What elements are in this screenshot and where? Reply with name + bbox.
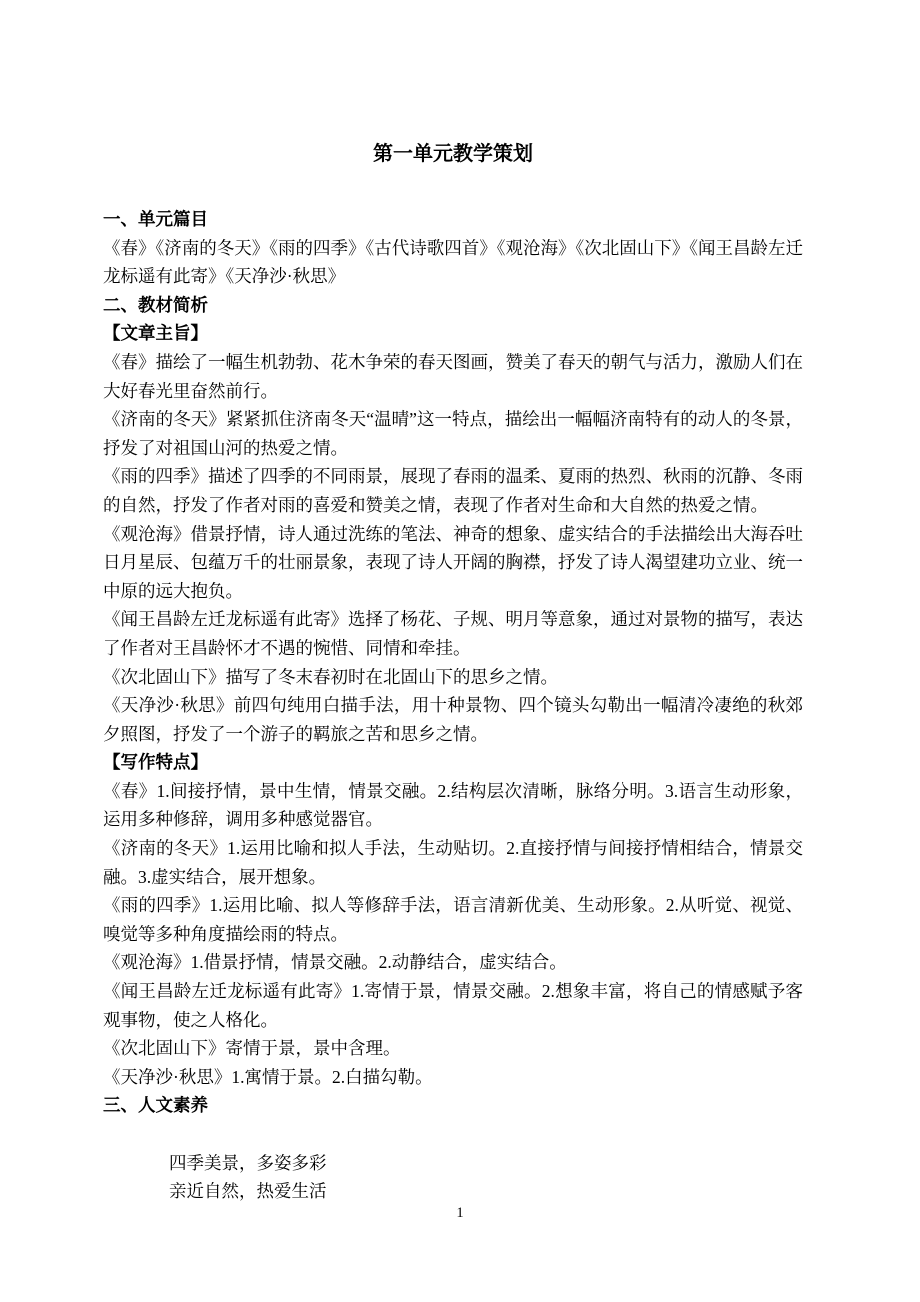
document-title: 第一单元教学策划 <box>373 143 533 165</box>
blank-line <box>103 1120 803 1149</box>
section-heading-textbook-analysis: 二、教材简析 <box>103 294 208 315</box>
humanistic-line-nature: 亲近自然，热爱生活 <box>169 1181 327 1202</box>
paragraph-theme-rain-four-seasons: 《雨的四季》描述了四季的不同雨景，展现了春雨的温柔、夏雨的热烈、秋雨的沉静、冬雨的自然，抒发了作者对雨的喜爱和赞美之情，表现了作者对生命和大自然的热爱之情。 <box>103 466 803 515</box>
paragraph-feature-guancanghai: 《观沧海》1.借景抒情，情景交融。2.动静结合，虚实结合。 <box>103 952 567 973</box>
paragraph-feature-tianjingsha: 《天净沙·秋思》1.寓情于景。2.白描勾勒。 <box>103 1066 433 1087</box>
paragraph-theme-cibeigushan: 《次北固山下》描写了冬末春初时在北固山下的思乡之情。 <box>103 666 558 687</box>
paragraph-feature-jinan-winter: 《济南的冬天》1.运用比喻和拟人手法，生动贴切。2.直接抒情与间接抒情相结合，情景交融。3.虚实结合，展开想象。 <box>103 838 803 887</box>
paragraph-theme-tianjingsha: 《天净沙·秋思》前四句纯用白描手法，用十种景物、四个镜头勾勒出一幅清冷凄绝的秋郊夕照图，抒发了一个游子的羁旅之苦和思乡之情。 <box>103 695 803 744</box>
subheading-article-themes: 【文章主旨】 <box>103 323 208 344</box>
page-number: 1 <box>456 1205 464 1221</box>
paragraph-theme-chun: 《春》描绘了一幅生机勃勃、花木争荣的春天图画，赞美了春天的朝气与活力，激励人们在大好春光里奋然前行。 <box>103 351 803 401</box>
paragraph-theme-guancanghai: 《观沧海》借景抒情，诗人通过洗练的笔法、神奇的想象、虚实结合的手法描绘出大海吞吐日月星辰、包蕴万千的壮丽景象，表现了诗人开阔的胸襟，抒发了诗人渴望建功立业、统一中原的远大抱负。 <box>103 523 803 601</box>
paragraph-unit-catalog: 《春》《济南的冬天》《雨的四季》《古代诗歌四首》《观沧海》《次北固山下》《闻王昌龄左迁龙标遥有此寄》《天净沙·秋思》 <box>103 237 803 287</box>
paragraph-feature-rain-four-seasons: 《雨的四季》1.运用比喻、拟人等修辞手法，语言清新优美、生动形象。2.从听觉、视觉、嗅觉等多种角度描绘雨的特点。 <box>103 895 803 944</box>
humanistic-line-scenery: 四季美景，多姿多彩 <box>169 1152 327 1173</box>
paragraph-theme-jinan-winter: 《济南的冬天》紧紧抓住济南冬天“温晴”这一特点，描绘出一幅幅济南特有的动人的冬景，抒发了对祖国山河的热爱之情。 <box>103 409 803 458</box>
paragraph-theme-wen-wangchangling: 《闻王昌龄左迁龙标遥有此寄》选择了杨花、子规、明月等意象，通过对景物的描写，表达了作者对王昌龄怀才不遇的惋惜、同情和牵挂。 <box>103 609 803 658</box>
subheading-writing-features: 【写作特点】 <box>103 752 208 773</box>
paragraph-feature-chun: 《春》1.间接抒情，景中生情，情景交融。2.结构层次清晰，脉络分明。3.语言生动形象，运用多种修辞，调用多种感觉器官。 <box>103 780 803 830</box>
paragraph-feature-cibeigushan: 《次北固山下》寄情于景，景中含理。 <box>103 1038 401 1059</box>
section-heading-unit-catalog: 一、单元篇目 <box>103 209 208 229</box>
section-heading-humanistic-literacy: 三、人文素养 <box>103 1095 208 1116</box>
paragraph-feature-wen-wangchangling: 《闻王昌龄左迁龙标遥有此寄》1.寄情于景，情景交融。2.想象丰富，将自己的情感赋予客观事物，使之人格化。 <box>103 981 803 1030</box>
